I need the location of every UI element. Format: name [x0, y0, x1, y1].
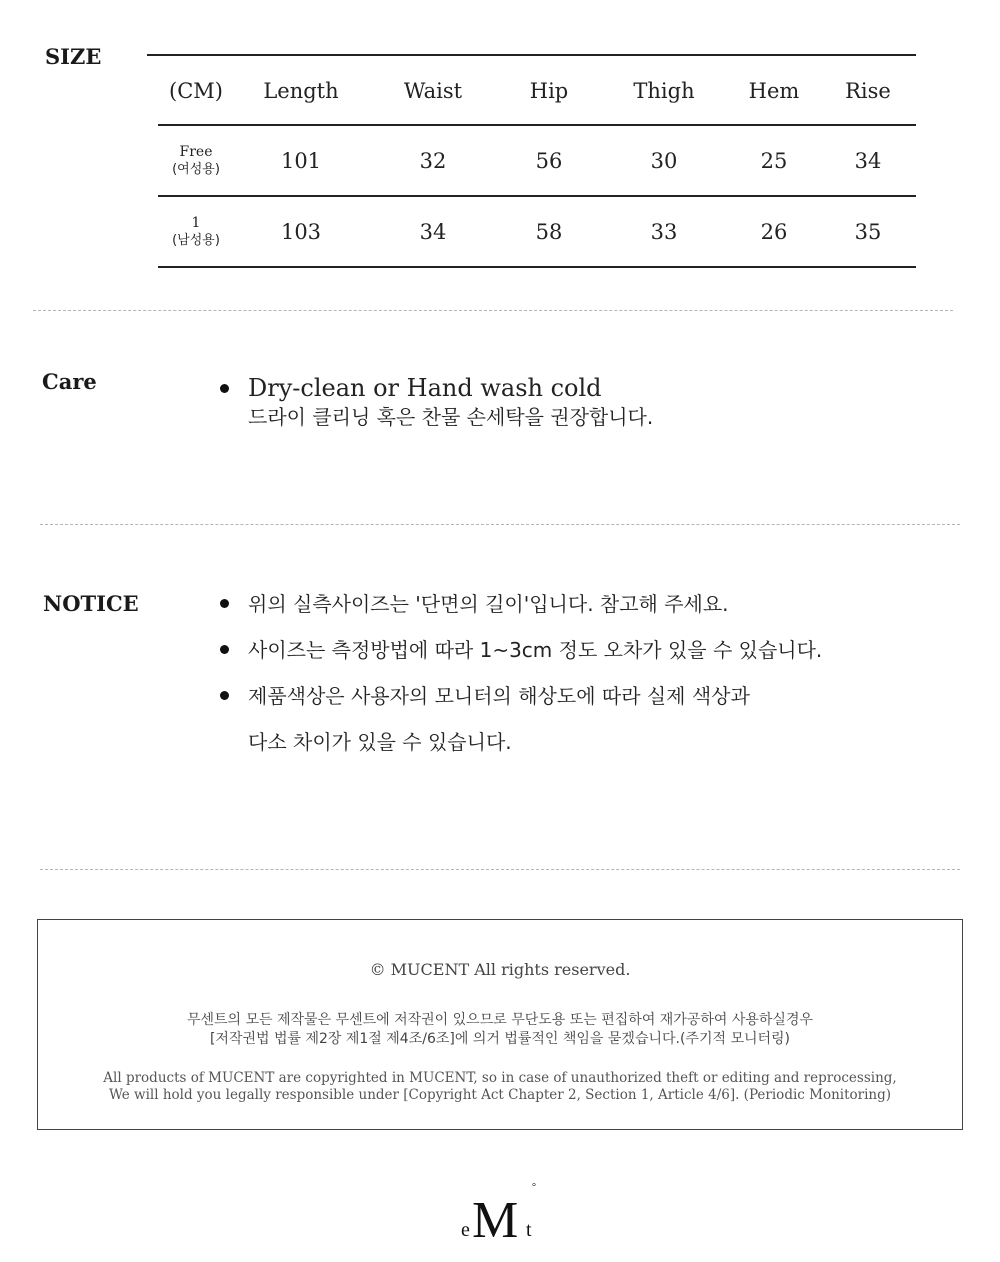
- size-table-top-rule: [147, 54, 916, 56]
- size-note: (남성용): [172, 232, 220, 248]
- bullet-icon: [220, 599, 229, 608]
- copyright-notice-en: [38, 1070, 962, 1104]
- logo-mark: °: [532, 1182, 536, 1193]
- logo-letter-t: t: [526, 1219, 532, 1240]
- care-instruction-ko: 드라이 클리닝 혹은 찬물 손세탁을 권장합니다.: [248, 405, 654, 429]
- size-section-label: SIZE: [45, 44, 102, 69]
- copyright-notice-ko-line: 무센트의 모든 제작물은 무센트에 저작권이 있으므로 무단도용 또는 편집하여 재가공하여 사용하실경우: [186, 1012, 814, 1028]
- notice-text: 제품색상은 사용자의 모니터의 해상도에 따라 실제 색상과: [248, 684, 750, 708]
- value-cell: 35: [820, 196, 916, 267]
- size-name: Free: [179, 143, 213, 160]
- value-cell: 32: [368, 125, 498, 196]
- section-divider: [40, 869, 960, 870]
- section-divider: [33, 310, 953, 311]
- value-cell: 26: [728, 196, 820, 267]
- header-waist: Waist: [368, 58, 498, 125]
- list-item: [218, 627, 958, 673]
- header-hem: Hem: [728, 58, 820, 125]
- copyright-notice-en-line: We will hold you legally responsible under [Copyright Act Chapter 2, Section 1, Article 4/6]. (Periodic Monitoring): [108, 1087, 892, 1103]
- notice-list: [218, 581, 958, 765]
- notice-text: 위의 실측사이즈는 '단면의 길이'입니다. 참고해 주세요.: [248, 592, 729, 616]
- care-section-label: Care: [42, 369, 97, 394]
- list-item: [218, 581, 958, 627]
- value-cell: 34: [820, 125, 916, 196]
- value-cell: 56: [498, 125, 600, 196]
- list-item: [218, 373, 938, 431]
- care-instruction-en: Dry-clean or Hand wash cold: [248, 374, 602, 402]
- size-table: [158, 58, 916, 268]
- value-cell: 30: [600, 125, 728, 196]
- notice-text-continued: 다소 차이가 있을 수 있습니다.: [248, 730, 512, 754]
- header-length: Length: [234, 58, 368, 125]
- size-cell: [158, 196, 234, 267]
- care-list: [218, 373, 938, 431]
- value-cell: 34: [368, 196, 498, 267]
- size-name: 1: [191, 214, 201, 231]
- table-row: [158, 125, 916, 196]
- bullet-icon: [220, 384, 229, 393]
- value-cell: 103: [234, 196, 368, 267]
- size-note: (여성용): [172, 161, 220, 177]
- value-cell: 58: [498, 196, 600, 267]
- copyright-notice-ko-line: [저작권법 법률 제2장 제1절 제4조/6조]에 의거 법률적인 책임을 묻겠습니다.(주기적 모니터링): [209, 1031, 791, 1047]
- copyright-notice-ko: [38, 1011, 962, 1049]
- header-rise: Rise: [820, 58, 916, 125]
- mucent-logo: [455, 1180, 545, 1240]
- value-cell: 25: [728, 125, 820, 196]
- table-row: [158, 196, 916, 267]
- notice-section-label: NOTICE: [43, 591, 139, 616]
- logo-letter-m: M: [472, 1192, 519, 1240]
- copyright-notice-en-line: All products of MUCENT are copyrighted in MUCENT, so in case of unauthorized theft or editing and reprocessing,: [103, 1070, 897, 1086]
- section-divider: [40, 524, 960, 525]
- header-thigh: Thigh: [600, 58, 728, 125]
- notice-text: 사이즈는 측정방법에 따라 1~3cm 정도 오차가 있을 수 있습니다.: [248, 638, 823, 662]
- value-cell: 101: [234, 125, 368, 196]
- header-unit: (CM): [158, 58, 234, 125]
- copyright-line: © MUCENT All rights reserved.: [369, 960, 631, 979]
- logo-letter-e: e: [461, 1219, 470, 1240]
- value-cell: 33: [600, 196, 728, 267]
- bullet-icon: [220, 691, 229, 700]
- copyright-box: [37, 919, 963, 1130]
- header-hip: Hip: [498, 58, 600, 125]
- size-cell: [158, 125, 234, 196]
- bullet-icon: [220, 645, 229, 654]
- size-table-header-row: [158, 58, 916, 125]
- list-item: [218, 673, 958, 765]
